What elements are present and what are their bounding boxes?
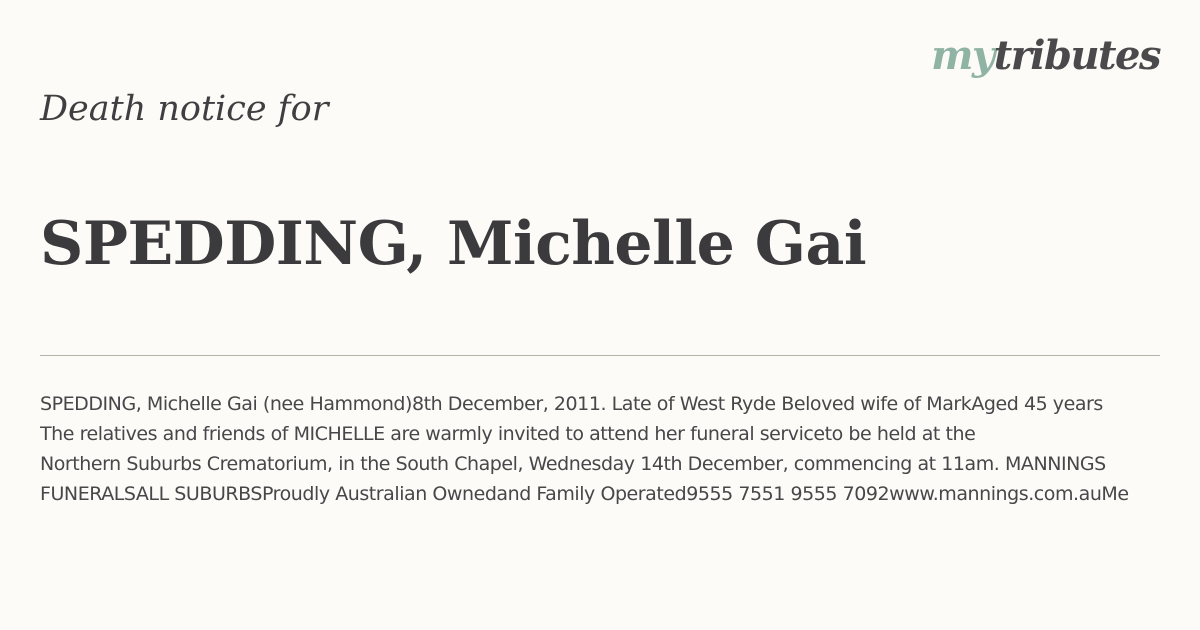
notice-line: FUNERALSALL SUBURBSProudly Australian Ownedand Family Operated9555 7551 9555 7092www.mannings.com.auMe	[40, 483, 1129, 505]
notice-line: The relatives and friends of MICHELLE are warmly invited to attend her funeral serviceto be held at the	[40, 423, 976, 445]
deceased-name: SPEDDING, Michelle Gai	[40, 209, 867, 279]
logo-tributes: tributes	[993, 32, 1160, 79]
notice-line: Northern Suburbs Crematorium, in the South Chapel, Wednesday 14th December, commencing at 11am. MANNINGS	[40, 453, 1106, 475]
divider	[40, 355, 1160, 356]
notice-body	[40, 389, 1200, 509]
notice-line: SPEDDING, Michelle Gai (nee Hammond)8th December, 2011. Late of West Ryde Beloved wife of MarkAged 45 years	[40, 393, 1103, 415]
mytributes-logo[interactable]	[931, 32, 1160, 79]
logo-my: my	[931, 32, 994, 79]
death-notice-kicker: Death notice for	[40, 89, 329, 129]
